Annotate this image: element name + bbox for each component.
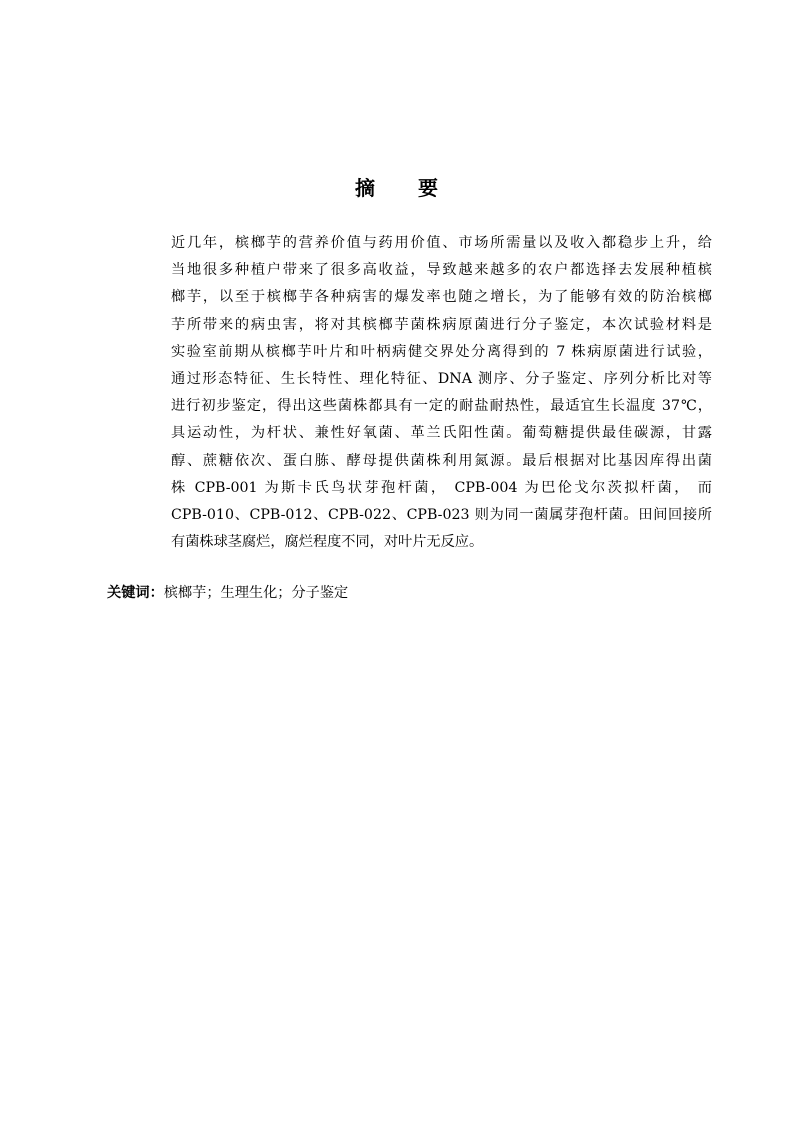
abstract-line: 株 CPB-001 为斯卡氏鸟状芽孢杆菌， CPB-004 为巴伦戈尔茨拟杆菌， 而: [171, 479, 712, 496]
abstract-line: 近几年，槟榔芋的营养价值与药用价值、市场所需量以及收入都稳步上升，给: [171, 235, 712, 251]
abstract-line: 具运动性，为杆状、兼性好氧菌、革兰氏阳性菌。葡萄糖提供最佳碳源，甘露: [171, 425, 712, 442]
keywords-label: 关键词：: [107, 585, 164, 601]
keywords-value: 槟榔芋；生理生化；分子鉴定: [163, 585, 349, 601]
abstract-line: 醇、蔗糖依次、蛋白胨、酵母提供菌株利用氮源。最后根据对比基因库得出菌: [171, 452, 712, 469]
abstract-title: 摘 要: [355, 176, 456, 200]
abstract-line: 有菌株球茎腐烂，腐烂程度不同，对叶片无反应。: [171, 534, 484, 551]
keywords-row: [107, 580, 348, 607]
abstract-line: 实验室前期从槟榔芋叶片和叶柄病健交界处分离得到的 7 株病原菌进行试验，: [171, 343, 712, 360]
abstract-line: 进行初步鉴定，得出这些菌株都具有一定的耐盐耐热性，最适宜生长温度 37℃，: [171, 398, 712, 415]
abstract-line: 当地很多种植户带来了很多高收益，导致越来越多的农户都选择去发展种植槟: [171, 262, 712, 279]
abstract-body: [171, 230, 712, 556]
abstract-line: CPB-010、CPB-012、CPB-022、CPB-023 则为同一菌属芽孢杆菌。田间回接所: [171, 506, 712, 523]
abstract-line: 榔芋，以至于槟榔芋各种病害的爆发率也随之增长，为了能够有效的防治槟榔: [171, 289, 712, 306]
abstract-line: 芋所带来的病虫害，将对其槟榔芋菌株病原菌进行分子鉴定，本次试验材料是: [171, 316, 712, 333]
abstract-line: 通过形态特征、生长特性、理化特征、DNA 测序、分子鉴定、序列分析比对等: [171, 370, 712, 387]
